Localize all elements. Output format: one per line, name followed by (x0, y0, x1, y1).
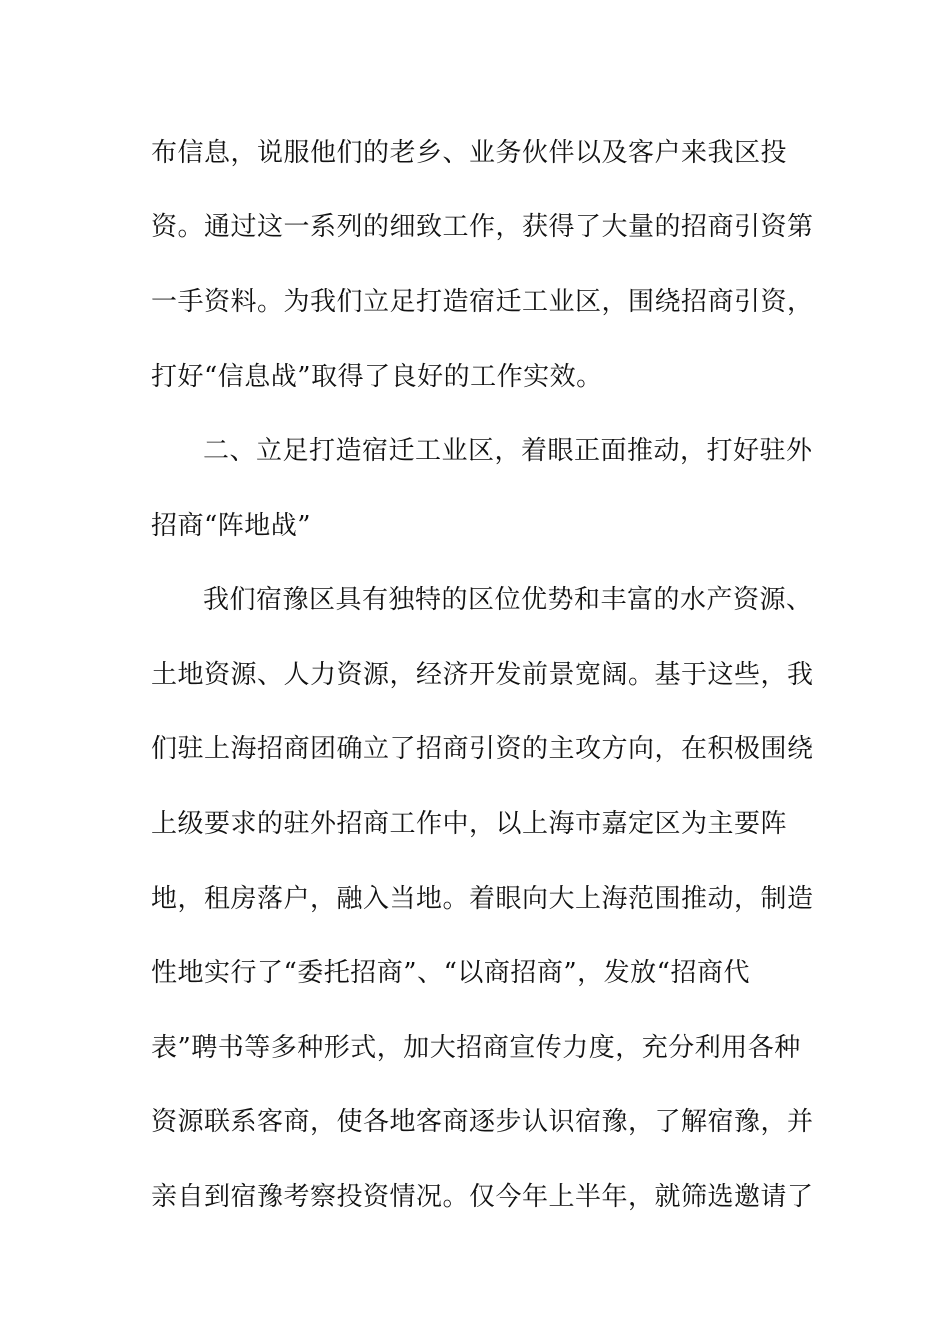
section-heading-line: 招商“阵地战” (151, 511, 312, 541)
text-line: 地，租房落户，融入当地。着眼向大上海范围推动，制造 (151, 884, 814, 914)
text-line: 打好“信息战”取得了良好的工作实效。 (151, 362, 603, 392)
text-line: 上级要求的驻外招商工作中，以上海市嘉定区为主要阵 (151, 809, 788, 839)
text-line: 资源联系客商，使各地客商逐步认识宿豫，了解宿豫，并 (151, 1107, 814, 1137)
text-line: 资。通过这一系列的细致工作，获得了大量的招商引资第 (151, 212, 814, 242)
text-line: 亲自到宿豫考察投资情况。仅今年上半年，就筛选邀请了 (151, 1182, 814, 1212)
text-line: 布信息，说服他们的老乡、业务伙伴以及客户来我区投 (151, 138, 788, 168)
text-line: 土地资源、人力资源，经济开发前景宽阔。基于这些，我 (151, 660, 814, 690)
text-line: 我们宿豫区具有独特的区位优势和丰富的水产资源、 (203, 585, 813, 615)
text-line: 表”聘书等多种形式，加大招商宣传力度，充分利用各种 (151, 1033, 801, 1063)
text-line: 一手资料。为我们立足打造宿迁工业区，围绕招商引资， (151, 287, 814, 317)
text-line: 们驻上海招商团确立了招商引资的主攻方向，在积极围绕 (151, 734, 814, 764)
text-line: 性地实行了“委托招商”、“以商招商”，发放“招商代 (151, 958, 750, 988)
section-heading-line: 二、立足打造宿迁工业区，着眼正面推动，打好驻外 (203, 436, 813, 466)
